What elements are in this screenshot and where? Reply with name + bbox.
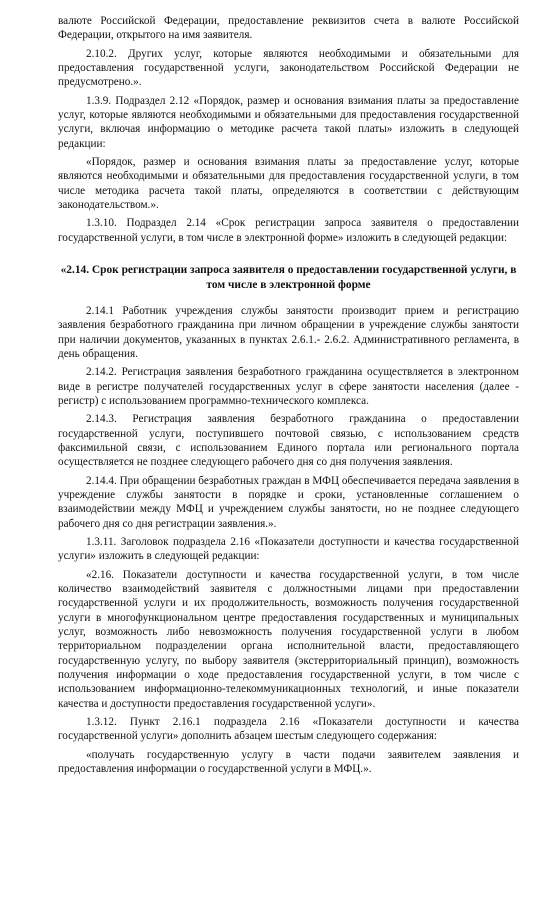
paragraph-1-3-10: 1.3.10. Подраздел 2.14 «Срок регистрации запроса заявителя о предоставлении государственной услуги, в том числе в электронной форме» изложить в следующей редакции: — [58, 217, 519, 244]
paragraph-1-3-9: 1.3.9. Подраздел 2.12 «Порядок, размер и основания взимания платы за предоставление услуг, которые являются необходимыми и обязательными для предоставления государственной услуги, включая информацию о методике расчета такой платы» изложить в следующей редакции: — [58, 94, 519, 150]
paragraph-continuation: валюте Российской Федерации, предоставление реквизитов счета в валюте Российской Федерации, открытого на имя заявителя. — [58, 15, 519, 42]
paragraph-quote-payment: «Порядок, размер и основания взимания платы за предоставление услуг, которые являются необходимыми и обязательными для предоставления государственной услуги, в том числе методика расчета такой платы, определяются в соответствии с действующим законодательством.». — [58, 155, 519, 211]
paragraph-2-14-3: 2.14.3. Регистрация заявления безработного гражданина о предоставлении государственной услуги, поступившего почтовой связью, с использованием средств факсимильной связи, с использованием Единого портала или регионального портала осуществляется не позднее следующего рабочего дня со дня получения заявления. — [58, 413, 519, 469]
paragraph-2-14-2: 2.14.2. Регистрация заявления безработного гражданина осуществляется в электронном виде в регистре получателей государственных услуг в сфере занятости населения (далее - регистр) с использованием программно-технического комплекса. — [58, 366, 519, 408]
paragraph-2-10-2: 2.10.2. Других услуг, которые являются необходимыми и обязательными для предоставления государственной услуги, законодательством Российской Федерации не предусмотрено.». — [58, 47, 519, 89]
paragraph-2-14-4: 2.14.4. При обращении безработных граждан в МФЦ обеспечивается передача заявления в учреждение службы занятости в порядке и сроки, установленные соглашением о взаимодействии между МФЦ и учреждением службы занятости, но не позднее следующего рабочего дня со дня регистрации заявления.». — [58, 474, 519, 530]
paragraph-1-3-11: 1.3.11. Заголовок подраздела 2.16 «Показатели доступности и качества государственной услуги» изложить в следующей редакции: — [58, 536, 519, 563]
section-heading-2-14: «2.14. Срок регистрации запроса заявителя о предоставлении государственной услуги, в том числе в электронной форме — [60, 263, 517, 291]
paragraph-2-14-1: 2.14.1 Работник учреждения службы занятости производит прием и регистрацию заявления безработного гражданина при личном обращении в учреждение службы занятости при наличии документов, указанных в пунктах 2.6.1.- 2.6.2. Административного регламента, в день обращения. — [58, 305, 519, 361]
paragraph-mfc-quote: «получать государственную услугу в части подачи заявителем заявления и предоставления информации о государственной услуги в МФЦ.». — [58, 748, 519, 775]
paragraph-1-3-12: 1.3.12. Пункт 2.16.1 подраздела 2.16 «Показатели доступности и качества государственной услуги» дополнить абзацем шестым следующего содержания: — [58, 715, 519, 743]
paragraph-2-16-quote: «2.16. Показатели доступности и качества государственной услуги, в том числе количество взаимодействий заявителя с должностными лицами при предоставлении государственной услуги и их продолжительность, возможность получения государственной услуги в многофункциональном центре предоставления государственных и муниципальных услуг, возможность либо невозможность получения государственной услуги в любом территориальном подразделении органа исполнительной власти, предоставляющего государственную услугу, по выбору заявителя (экстерриториальный принцип), возможность получения информации о ходе предоставления государственной услуги, в том числе с использованием информационно-телекоммуникационных технологий, и иные показатели качества и доступности предоставления государственной услуги». — [58, 568, 519, 710]
